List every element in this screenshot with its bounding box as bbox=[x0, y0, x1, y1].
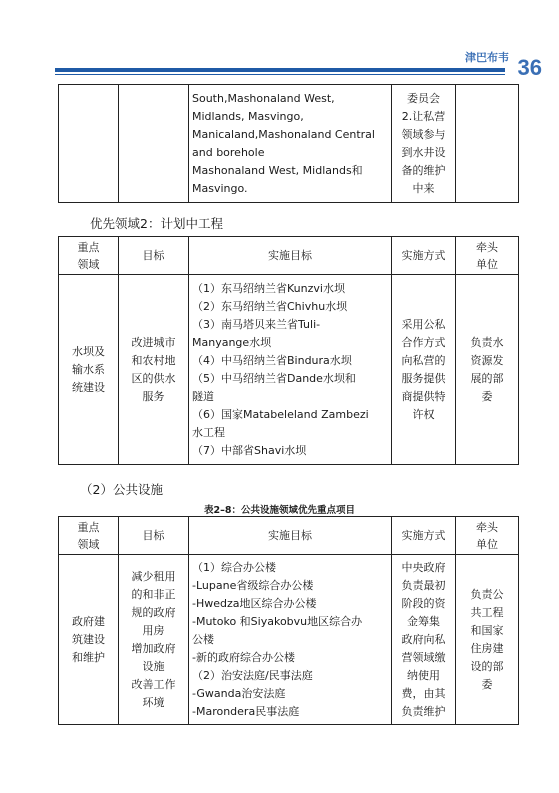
header-text: 牵头 bbox=[476, 240, 498, 254]
header-text: 重点 bbox=[77, 240, 100, 254]
method-line: 中来 bbox=[412, 181, 435, 195]
cell-line: 负责水 bbox=[470, 335, 504, 349]
cell-line: 和国家 bbox=[470, 623, 504, 637]
continued-method-cell bbox=[392, 85, 456, 203]
impl-line: South,Mashonaland West, bbox=[192, 91, 335, 105]
cell-line: 统建设 bbox=[72, 380, 105, 394]
cell-line: 隧道 bbox=[192, 389, 214, 403]
col-header-lead bbox=[456, 237, 519, 275]
cell-line: -Mutoko 和Siyakobvu地区综合办 bbox=[192, 614, 363, 628]
continued-table bbox=[58, 84, 519, 203]
method-line: 备的维护 bbox=[401, 163, 446, 177]
header-text: 领域 bbox=[77, 257, 100, 271]
cell-line: -Marondera民事法庭 bbox=[192, 704, 300, 718]
cell-line: 资源发 bbox=[470, 353, 504, 367]
table-header-row bbox=[59, 517, 519, 555]
cell-line: 委 bbox=[481, 677, 493, 691]
cell-line: 增加政府 bbox=[131, 641, 176, 655]
priority-area-2-table bbox=[58, 236, 519, 465]
cell-line: 用房 bbox=[142, 623, 165, 637]
method-line: 领域参与 bbox=[401, 127, 446, 141]
lead-cell bbox=[456, 275, 519, 465]
cell-line: 合作方式 bbox=[401, 335, 446, 349]
impl-cell bbox=[189, 275, 392, 465]
running-header-title: 津巴布韦 bbox=[465, 51, 509, 64]
cell-line: 费，由其 bbox=[401, 686, 446, 700]
cell-line: （4）中马绍纳兰省Bindura水坝 bbox=[192, 353, 352, 367]
cell-line: 负责维护 bbox=[401, 704, 446, 718]
cell-line: 政府向私 bbox=[401, 632, 446, 646]
cell-line: 政府建 bbox=[72, 614, 105, 628]
cell-line: 筑建设 bbox=[72, 632, 105, 646]
method-cell bbox=[392, 275, 456, 465]
col-header-focus bbox=[59, 237, 119, 275]
page-number: 36 bbox=[517, 55, 542, 80]
impl-line: Masvingo. bbox=[192, 181, 248, 195]
cell-line: Manyange水坝 bbox=[192, 335, 272, 349]
cell-line: 营领域缴 bbox=[401, 650, 446, 664]
header-text: 重点 bbox=[77, 520, 100, 534]
cell-line: 设的部 bbox=[470, 659, 504, 673]
col-header-focus bbox=[59, 517, 119, 555]
continued-goal-cell bbox=[119, 85, 189, 203]
table-row bbox=[59, 555, 519, 725]
cell-line: （7）中部省Shavi水坝 bbox=[192, 443, 307, 457]
cell-line: （3）南马塔贝来兰省Tuli- bbox=[192, 317, 321, 331]
cell-line: -Gwanda治安法庭 bbox=[192, 686, 286, 700]
cell-line: 委 bbox=[481, 389, 493, 403]
cell-line: 金筹集 bbox=[407, 614, 440, 628]
goal-cell bbox=[119, 275, 189, 465]
cell-line: （2）治安法庭/民事法庭 bbox=[192, 668, 313, 682]
cell-line: （5）中马绍纳兰省Dande水坝和 bbox=[192, 371, 356, 385]
cell-line: 区的供水 bbox=[131, 371, 176, 385]
cell-line: 和农村地 bbox=[131, 353, 176, 367]
col-header-goal: 目标 bbox=[119, 237, 189, 275]
focus-cell bbox=[59, 555, 119, 725]
impl-line: Manicaland,Mashonaland Central bbox=[192, 127, 375, 141]
continued-impl-cell bbox=[189, 85, 392, 203]
cell-line: -Hwedza地区综合办公楼 bbox=[192, 596, 317, 610]
cell-line: 环境 bbox=[142, 695, 165, 709]
col-header-impl-goal: 实施目标 bbox=[189, 517, 392, 555]
cell-line: 负责最初 bbox=[401, 578, 446, 592]
cell-line: （6）国家Matabeleland Zambezi bbox=[192, 407, 369, 421]
cell-line: 服务提供 bbox=[401, 371, 446, 385]
cell-line: 展的部 bbox=[470, 371, 504, 385]
cell-line: -新的政府综合办公楼 bbox=[192, 650, 295, 664]
method-line: 委员会 bbox=[407, 91, 440, 105]
cell-line: 水工程 bbox=[192, 425, 225, 439]
cell-line: 纳使用 bbox=[407, 668, 440, 682]
method-line: 2.让私营 bbox=[401, 109, 446, 123]
cell-line: 的和非正 bbox=[131, 587, 176, 601]
cell-line: 商提供特 bbox=[401, 389, 446, 403]
cell-line: 改进城市 bbox=[131, 335, 176, 349]
cell-line: 共工程 bbox=[470, 605, 504, 619]
cell-line: 中央政府 bbox=[401, 560, 446, 574]
col-header-method: 实施方式 bbox=[392, 237, 456, 275]
cell-line: 规的政府 bbox=[131, 605, 176, 619]
section-heading: （2）公共设施 bbox=[80, 482, 163, 497]
cell-line: 和维护 bbox=[72, 650, 105, 664]
focus-cell bbox=[59, 275, 119, 465]
cell-line: 负责公 bbox=[470, 587, 504, 601]
header-rule-thin bbox=[55, 74, 505, 75]
cell-line: 减少租用 bbox=[131, 569, 176, 583]
impl-line: Midlands, Masvingo, bbox=[192, 109, 304, 123]
public-facilities-table bbox=[58, 516, 519, 725]
cell-line: （1）东马绍纳兰省Kunzvi水坝 bbox=[192, 281, 345, 295]
header-text: 单位 bbox=[476, 257, 498, 271]
goal-cell bbox=[119, 555, 189, 725]
table-caption: 表2–8：公共设施领域优先重点项目 bbox=[204, 505, 355, 516]
cell-line: 公楼 bbox=[192, 632, 214, 646]
cell-line: 许权 bbox=[412, 407, 435, 421]
cell-line: 服务 bbox=[142, 389, 165, 403]
impl-line: and borehole bbox=[192, 145, 265, 159]
col-header-impl-goal: 实施目标 bbox=[189, 237, 392, 275]
col-header-lead bbox=[456, 517, 519, 555]
cell-line: 阶段的资 bbox=[401, 596, 446, 610]
cell-line: 采用公私 bbox=[401, 317, 446, 331]
cell-line: 输水系 bbox=[72, 362, 105, 376]
header-text: 牵头 bbox=[476, 520, 498, 534]
cell-line: 水坝及 bbox=[72, 344, 105, 358]
header-text: 领域 bbox=[77, 537, 100, 551]
cell-line: （2）东马绍纳兰省Chivhu水坝 bbox=[192, 299, 348, 313]
continued-lead-cell bbox=[456, 85, 519, 203]
table-row bbox=[59, 275, 519, 465]
method-cell bbox=[392, 555, 456, 725]
header-rule bbox=[55, 68, 505, 72]
continued-focus-cell bbox=[59, 85, 119, 203]
cell-line: 设施 bbox=[142, 659, 165, 673]
col-header-method: 实施方式 bbox=[392, 517, 456, 555]
table-row bbox=[59, 85, 519, 203]
cell-line: 住房建 bbox=[470, 641, 504, 655]
impl-line: Mashonaland West, Midlands和 bbox=[192, 163, 363, 177]
method-line: 到水井设 bbox=[401, 145, 446, 159]
cell-line: 向私营的 bbox=[401, 353, 446, 367]
section-heading: 优先领域2：计划中工程 bbox=[90, 216, 223, 231]
lead-cell bbox=[456, 555, 519, 725]
col-header-goal: 目标 bbox=[119, 517, 189, 555]
table-header-row bbox=[59, 237, 519, 275]
impl-cell bbox=[189, 555, 392, 725]
cell-line: （1）综合办公楼 bbox=[192, 560, 276, 574]
header-text: 单位 bbox=[476, 537, 498, 551]
cell-line: -Lupane省级综合办公楼 bbox=[192, 578, 314, 592]
cell-line: 改善工作 bbox=[131, 677, 176, 691]
